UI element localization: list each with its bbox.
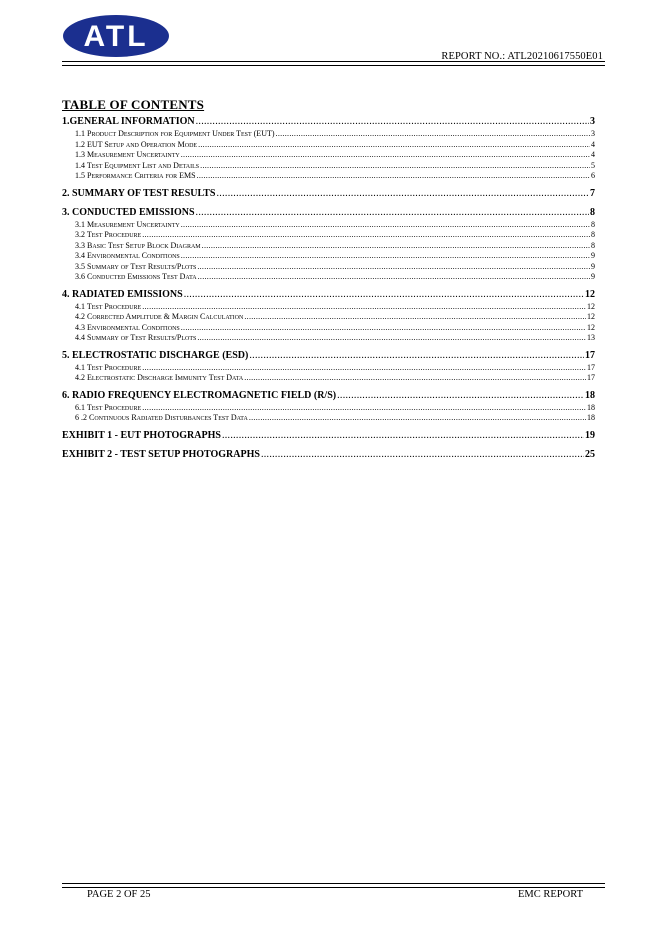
toc-page-number: 12 xyxy=(585,288,595,300)
toc-dot-leader xyxy=(249,414,586,422)
page-header xyxy=(62,14,605,66)
toc-section xyxy=(62,208,595,284)
toc-page-number: 25 xyxy=(585,448,595,460)
logo-text: ATL xyxy=(83,20,149,53)
toc-entry-title: 3.1 Measurement Uncertainty xyxy=(75,219,180,229)
toc-entry-title: 4. RADIATED EMISSIONS xyxy=(62,288,183,300)
toc-section-heading[interactable] xyxy=(62,450,595,463)
header-rule xyxy=(62,61,605,66)
toc-dot-leader xyxy=(198,273,590,281)
toc-dot-leader xyxy=(181,252,590,260)
toc-dot-leader xyxy=(142,364,586,372)
toc-page-number: 17 xyxy=(587,362,595,372)
toc-page-number: 12 xyxy=(587,312,595,321)
toc-dot-leader xyxy=(197,263,590,271)
toc-subsection[interactable] xyxy=(62,334,595,345)
toc-page-number: 12 xyxy=(587,322,595,332)
toc-title: TABLE OF CONTENTS xyxy=(62,97,205,112)
toc-entry-title: EXHIBIT 1 - EUT PHOTOGRAPHS xyxy=(62,429,221,441)
toc-page-number: 4 xyxy=(591,139,595,149)
toc-subsection[interactable] xyxy=(62,221,595,232)
toc-entry-title: 2. SUMMARY OF TEST RESULTS xyxy=(62,187,216,199)
toc-entry-title: 4.1 Test Procedure xyxy=(75,301,142,311)
toc-entry-title: 3.6 Conducted Emissions Test Data xyxy=(75,272,197,281)
toc-page-number: 5 xyxy=(591,160,595,170)
toc-page-number: 8 xyxy=(591,240,595,250)
toc-section xyxy=(62,351,595,385)
toc-section xyxy=(62,189,595,202)
toc-entry-title: 4.2 Electrostatic Discharge Immunity Test Data xyxy=(75,373,244,382)
toc-dot-leader xyxy=(249,351,584,361)
toc-section xyxy=(62,290,595,345)
toc-entry-title: 1.3 Measurement Uncertainty xyxy=(75,150,180,159)
toc-page-number: 7 xyxy=(590,187,595,199)
toc-dot-leader xyxy=(200,162,590,170)
toc-entry-title: 3.4 Environmental Conditions xyxy=(75,251,180,260)
toc-page-number: 19 xyxy=(585,429,595,441)
toc-section-heading[interactable] xyxy=(62,431,595,444)
toc-entry-title: 3. CONDUCTED EMISSIONS xyxy=(62,206,195,218)
toc-page-number: 6 xyxy=(591,171,595,180)
toc-entry-title: 1.GENERAL INFORMATION xyxy=(62,116,195,127)
toc-subsection[interactable] xyxy=(62,231,595,242)
toc-entry-title: 6.1 Test Procedure xyxy=(75,402,142,412)
toc-entry-title: 4.4 Summary of Test Results/Plots xyxy=(75,333,197,342)
toc-page-number: 18 xyxy=(587,413,595,422)
toc-entry-title: 4.1 Test Procedure xyxy=(75,362,142,372)
toc-subsection[interactable] xyxy=(62,273,595,284)
toc-dot-leader xyxy=(142,303,586,311)
toc-page-number: 8 xyxy=(590,206,595,218)
toc-entry-title: 5. ELECTROSTATIC DISCHARGE (ESD) xyxy=(62,349,249,361)
toc-dot-leader xyxy=(142,231,590,239)
table-of-contents xyxy=(62,117,595,469)
toc-dot-leader xyxy=(196,117,589,127)
toc-page-number: 18 xyxy=(585,389,595,401)
toc-section-heading[interactable] xyxy=(62,189,595,202)
toc-section xyxy=(62,117,595,183)
toc-subsection[interactable] xyxy=(62,130,595,141)
toc-entry-title: EXHIBIT 2 - TEST SETUP PHOTOGRAPHS xyxy=(62,448,260,460)
toc-dot-leader xyxy=(202,242,590,250)
toc-dot-leader xyxy=(276,130,590,138)
toc-dot-leader xyxy=(197,334,586,342)
toc-page-number: 17 xyxy=(585,349,595,361)
toc-subsection[interactable] xyxy=(62,313,595,324)
toc-section-heading[interactable] xyxy=(62,290,595,303)
toc-entry-title: 1.4 Test Equipment List and Details xyxy=(75,160,200,170)
toc-subsection[interactable] xyxy=(62,151,595,162)
toc-entry-title: 1.5 Performance Criteria for EMS xyxy=(75,171,196,180)
toc-subsection[interactable] xyxy=(62,252,595,263)
toc-page-number: 9 xyxy=(591,261,595,271)
report-number: REPORT NO.: ATL20210617550E01 xyxy=(441,51,603,62)
toc-dot-leader xyxy=(217,189,590,199)
page-number: PAGE 2 OF 25 xyxy=(87,889,151,900)
toc-dot-leader xyxy=(244,313,586,321)
toc-dot-leader xyxy=(198,141,590,149)
toc-page-number: 8 xyxy=(591,219,595,229)
toc-page-number: 8 xyxy=(591,230,595,239)
toc-section-heading[interactable] xyxy=(62,351,595,364)
page-footer xyxy=(62,883,605,903)
toc-page-number: 9 xyxy=(591,272,595,281)
toc-dot-leader xyxy=(184,290,584,300)
toc-page-number: 9 xyxy=(591,251,595,260)
toc-page-number: 4 xyxy=(591,150,595,159)
toc-section-heading[interactable] xyxy=(62,208,595,221)
report-type: EMC REPORT xyxy=(517,889,583,900)
toc-dot-leader xyxy=(181,151,590,159)
toc-dot-leader xyxy=(181,221,590,229)
toc-dot-leader xyxy=(337,391,584,401)
toc-section xyxy=(62,391,595,425)
toc-entry-title: 3.3 Basic Test Setup Block Diagram xyxy=(75,240,201,250)
toc-dot-leader xyxy=(222,431,584,441)
toc-subsection[interactable] xyxy=(62,172,595,183)
toc-entry-title: 4.3 Environmental Conditions xyxy=(75,322,180,332)
toc-dot-leader xyxy=(181,324,586,332)
toc-dot-leader xyxy=(261,450,584,460)
toc-section xyxy=(62,431,595,444)
toc-entry-title: 3.2 Test Procedure xyxy=(75,230,142,239)
toc-subsection[interactable] xyxy=(62,414,595,425)
toc-section xyxy=(62,450,595,463)
toc-dot-leader xyxy=(142,404,586,412)
atl-logo xyxy=(62,14,170,58)
toc-page-number: 12 xyxy=(587,301,595,311)
toc-dot-leader xyxy=(244,374,586,382)
toc-entry-title: 1.1 Product Description for Equipment Under Test (EUT) xyxy=(75,129,275,138)
toc-entry-title: 6 .2 Continuous Radiated Disturbances Test Data xyxy=(75,413,248,422)
toc-entry-title: 4.2 Corrected Amplitude & Margin Calculation xyxy=(75,312,244,321)
toc-page-number: 3 xyxy=(591,129,595,138)
footer-rule xyxy=(62,883,605,888)
toc-page-number: 13 xyxy=(587,333,595,342)
toc-page-number: 17 xyxy=(587,373,595,382)
toc-page-number: 18 xyxy=(587,402,595,412)
toc-subsection[interactable] xyxy=(62,374,595,385)
toc-section-heading[interactable] xyxy=(62,391,595,404)
toc-dot-leader xyxy=(197,172,590,180)
toc-entry-title: 6. RADIO FREQUENCY ELECTROMAGNETIC FIELD (R/S) xyxy=(62,389,337,401)
toc-entry-title: 3.5 Summary of Test Results/Plots xyxy=(75,261,197,271)
toc-entry-title: 1.2 EUT Setup and Operation Mode xyxy=(75,139,198,149)
toc-dot-leader xyxy=(196,208,589,218)
toc-page-number: 3 xyxy=(590,116,595,127)
